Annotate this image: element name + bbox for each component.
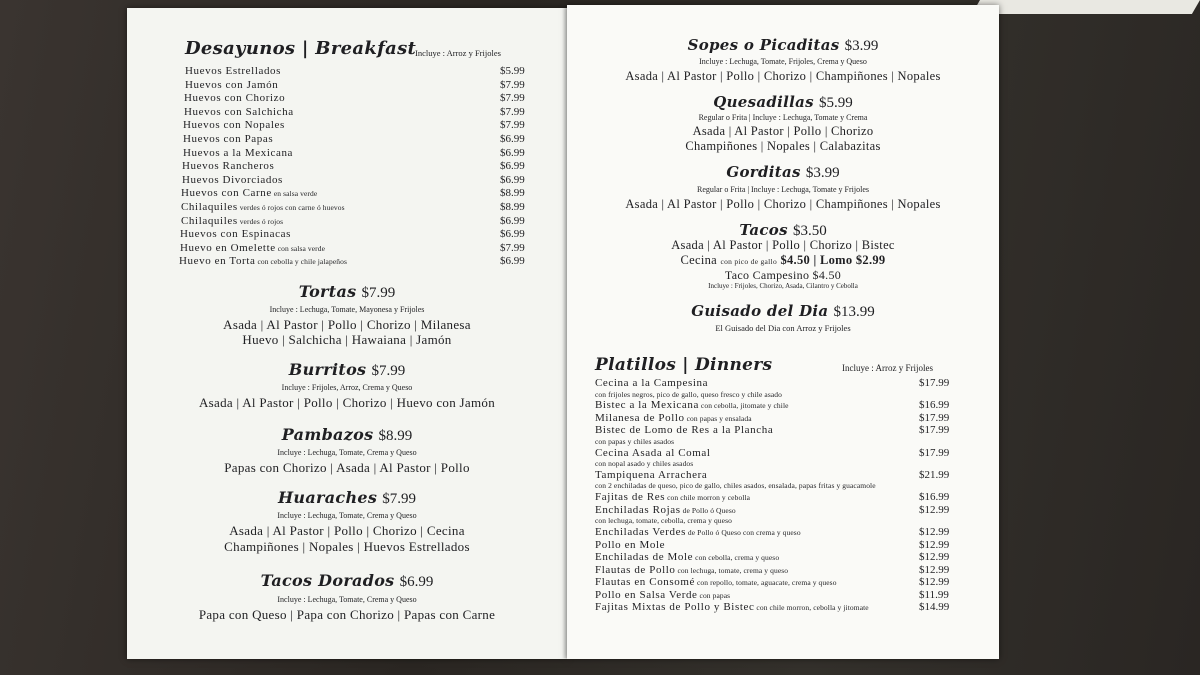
- breakfast-item-name: Huevos Estrellados: [185, 65, 282, 77]
- dinner-item-price: $12.99: [919, 503, 950, 516]
- dinner-item-price: $16.99: [919, 399, 950, 412]
- breakfast-item-price: $5.99: [500, 65, 525, 77]
- pambazos-line1: Papas con Chorizo | Asada | Al Pastor | Pollo: [224, 460, 470, 475]
- dinner-item-note: de Pollo ó Queso: [680, 505, 736, 515]
- tortas-title: Tortas: [298, 282, 357, 301]
- cecina-note: con pico de gallo: [720, 257, 777, 266]
- breakfast-item-note: con salsa verde: [275, 243, 326, 253]
- dinner-item: [595, 564, 788, 576]
- breakfast-item-price: $6.99: [500, 255, 525, 268]
- breakfast-item-price: $7.99: [500, 119, 525, 132]
- breakfast-item-price: $7.99: [500, 241, 525, 254]
- breakfast-item-note: con cebolla y chile jalapeños: [255, 257, 347, 267]
- dinner-item-description: con nopal asado y chiles asados: [595, 459, 694, 469]
- huaraches-line2: Champiñones | Nopales | Huevos Estrellados: [224, 539, 470, 554]
- dinner-item-name: Enchiladas de Mole: [595, 551, 694, 563]
- pambazos-incluye: Incluye : Lechuga, Tomate, Crema y Queso: [277, 448, 417, 457]
- burritos-line1: Asada | Al Pastor | Pollo | Chorizo | Huevo con Jamón: [198, 395, 496, 410]
- huaraches-title: Huaraches: [277, 488, 378, 507]
- tacos-dorados-line1: Papa con Queso | Papa con Chorizo | Papas con Carne: [198, 607, 496, 622]
- dinner-item-note: con papas: [697, 590, 731, 600]
- dinner-item-price: $17.99: [919, 424, 950, 437]
- dinner-item-name: Flautas en Consomé: [595, 576, 696, 588]
- dinner-item-price: $17.99: [919, 446, 950, 459]
- sopes-heading: [567, 35, 999, 55]
- dinner-item-price: $12.99: [919, 538, 950, 551]
- quesadillas-incluye: Regular o Frita | Incluye : Lechuga, Tomate y Crema: [698, 113, 868, 122]
- breakfast-item-name: Huevos con Papas: [183, 133, 274, 145]
- breakfast-item-name: Huevos con Salchicha: [184, 105, 294, 118]
- breakfast-item-price: $6.99: [500, 146, 525, 159]
- dinners-title: Platillos | Dinners: [595, 355, 773, 375]
- pambazos-price: $8.99: [378, 428, 413, 444]
- breakfast-item-price: $8.99: [500, 187, 525, 200]
- breakfast-item-name: Huevos con Espinacas: [180, 228, 291, 241]
- dinner-item: [595, 424, 773, 436]
- breakfast-item-price: $7.99: [500, 105, 525, 118]
- breakfast-item-name: Chilaquiles: [181, 201, 238, 213]
- gorditas-heading: [567, 162, 999, 182]
- dinner-item-note: con chile morron, cebolla y jitomate: [754, 603, 869, 612]
- breakfast-item: [184, 92, 285, 104]
- dinner-item-price: $12.99: [919, 526, 950, 538]
- dinner-item-note: con cebolla, crema y queso: [693, 553, 780, 562]
- dinner-item-name: Cecina Asada al Comal: [595, 446, 711, 459]
- breakfast-item: [182, 174, 283, 186]
- breakfast-item-name: Huevos con Chorizo: [184, 92, 286, 105]
- gorditas-title: Gorditas: [726, 163, 801, 181]
- huaraches-incluye: Incluye : Lechuga, Tomate, Crema y Queso: [277, 511, 417, 520]
- breakfast-item-price: $6.99: [500, 214, 525, 227]
- taco-campesino-incluye: Incluye : Frijoles, Chorizo, Asada, Cilantro y Cebolla: [708, 282, 858, 290]
- dinner-item-note: con lechuga, tomate, crema y queso: [675, 565, 789, 575]
- quesadillas-title: Quesadillas: [713, 93, 814, 111]
- dinner-item-name: Flautas de Pollo: [595, 563, 676, 576]
- breakfast-item-name: Huevo en Torta: [179, 255, 256, 268]
- dinner-item-price: $21.99: [919, 468, 950, 481]
- dinner-item: [595, 491, 750, 503]
- dinner-item-note: con chile morron y cebolla: [665, 493, 751, 503]
- quesadillas-price: $5.99: [819, 95, 853, 111]
- quesadillas-line1: Asada | Al Pastor | Pollo | Chorizo: [692, 124, 874, 138]
- breakfast-item: [185, 65, 281, 77]
- dinner-item-name: Enchiladas Verdes: [595, 526, 686, 538]
- dinner-item: [595, 469, 707, 481]
- breakfast-item-price: $6.99: [500, 173, 525, 186]
- huaraches-line1: Asada | Al Pastor | Pollo | Chorizo | Cecina: [229, 523, 465, 538]
- dinner-item: [595, 601, 869, 613]
- cecina-price: $4.50: [780, 253, 811, 267]
- breakfast-item: [183, 133, 273, 145]
- tacos-price: $3.50: [792, 223, 827, 239]
- breakfast-item: [180, 242, 325, 254]
- sopes-title: Sopes o Picaditas: [687, 36, 840, 54]
- breakfast-item-name: Huevos a la Mexicana: [183, 146, 294, 159]
- sopes-line1: Asada | Al Pastor | Pollo | Chorizo | Champiñones | Nopales: [625, 69, 941, 83]
- lomo-price: | Lomo $2.99: [813, 253, 886, 267]
- breakfast-item: [181, 187, 317, 199]
- tortas-heading: [127, 282, 567, 302]
- tacos-cecina-line: [567, 253, 999, 268]
- dinner-item: [595, 551, 779, 563]
- burritos-incluye: Incluye : Frijoles, Arroz, Crema y Queso: [281, 383, 413, 392]
- dinner-item-name: Cecina a la Campesina: [595, 377, 709, 389]
- tacos-title: Tacos: [739, 221, 788, 239]
- dinner-item-price: $12.99: [919, 551, 950, 563]
- breakfast-item: [181, 215, 283, 227]
- dinner-item-description: con lechuga, tomate, cebolla, crema y queso: [595, 516, 732, 526]
- gorditas-price: $3.99: [805, 165, 840, 181]
- dinner-item-price: $14.99: [919, 601, 950, 613]
- dinner-item-description: con frijoles negros, pico de gallo, queso fresco y chile asado: [595, 389, 782, 399]
- tacos-heading: [567, 220, 999, 240]
- breakfast-item-name: Huevos con Carne: [181, 187, 272, 200]
- pambazos-heading: [127, 425, 567, 445]
- dinner-item-price: $12.99: [919, 576, 950, 588]
- breakfast-incluye: Incluye : Arroz y Frijoles: [415, 48, 501, 58]
- breakfast-item-name: Huevos con Jamón: [185, 78, 279, 91]
- breakfast-item-note: en salsa verde: [271, 189, 318, 199]
- tacos-dorados-price: $6.99: [399, 574, 434, 590]
- breakfast-item: [185, 79, 278, 91]
- breakfast-item-name: Huevos Rancheros: [182, 160, 275, 173]
- cecina-label: Cecina: [680, 253, 718, 267]
- breakfast-item: [179, 255, 347, 267]
- dinner-item: [595, 447, 711, 459]
- dinner-item-price: $17.99: [919, 377, 950, 389]
- dinner-item-name: Enchiladas Rojas: [595, 503, 681, 516]
- tacos-dorados-heading: [127, 571, 567, 591]
- pambazos-title: Pambazos: [281, 425, 374, 444]
- breakfast-item-price: $8.99: [500, 201, 525, 213]
- breakfast-item: [184, 106, 294, 118]
- breakfast-item-name: Chilaquiles: [181, 214, 238, 227]
- burritos-heading: [127, 360, 567, 380]
- gorditas-incluye: Regular o Frita | Incluye : Lechuga, Tomate y Frijoles: [697, 185, 869, 194]
- dinner-item: [595, 504, 736, 516]
- taco-campesino: Taco Campesino $4.50: [724, 268, 842, 282]
- guisado-note: El Guisado del Dia con Arroz y Frijoles: [715, 323, 851, 333]
- dinner-item-note: con papas y ensalada: [684, 413, 752, 423]
- dinner-item: [595, 526, 801, 538]
- dinner-item-name: Tampiquena Arrachera: [595, 468, 708, 481]
- quesadillas-heading: [567, 92, 999, 112]
- dinner-item: [595, 539, 665, 551]
- guisado-heading: [567, 301, 999, 321]
- tacos-line1: Asada | Al Pastor | Pollo | Chorizo | Bistec: [671, 238, 895, 252]
- dinner-item-description: con 2 enchiladas de queso, pico de gallo, chiles asados, ensalada, papas fritas y guacamole: [595, 481, 876, 491]
- burritos-price: $7.99: [371, 363, 406, 379]
- dinner-item-name: Fajitas Mixtas de Pollo y Bistec: [595, 601, 755, 613]
- breakfast-item: [183, 147, 293, 159]
- menu-page-left: [127, 8, 567, 659]
- breakfast-item-price: $6.99: [500, 228, 525, 241]
- tortas-price: $7.99: [361, 285, 396, 301]
- breakfast-item-name: Huevos con Nopales: [183, 119, 285, 132]
- breakfast-item-price: $6.99: [500, 133, 525, 145]
- tortas-incluye: Incluye : Lechuga, Tomate, Mayonesa y Frijoles: [269, 305, 425, 314]
- dinner-item-price: $11.99: [919, 588, 949, 601]
- breakfast-title: Desayunos | Breakfast: [185, 38, 417, 59]
- menu-page-right: [567, 5, 999, 659]
- dinner-item-name: Pollo en Salsa Verde: [595, 588, 698, 601]
- dinner-item-price: $17.99: [919, 411, 950, 424]
- dinner-item-note: de Pollo ó Queso con crema y queso: [685, 528, 801, 537]
- dinner-item-name: Milanesa de Pollo: [595, 411, 685, 424]
- quesadillas-line2: Champiñones | Nopales | Calabazitas: [685, 139, 881, 153]
- breakfast-item-name: Huevos Divorciados: [182, 173, 283, 186]
- dinner-item-name: Fajitas de Res: [595, 491, 666, 504]
- breakfast-item: [183, 119, 285, 131]
- dinner-item-name: Bistec de Lomo de Res a la Plancha: [595, 424, 774, 437]
- dinner-item: [595, 412, 752, 424]
- breakfast-item-price: $7.99: [500, 92, 525, 105]
- tortas-line2: Huevo | Salchicha | Hawaiana | Jamón: [242, 332, 452, 347]
- paper-corner: [972, 0, 1200, 14]
- dinner-item-price: $12.99: [919, 563, 950, 576]
- tacos-dorados-incluye: Incluye : Lechuga, Tomate, Crema y Queso: [277, 595, 417, 604]
- guisado-price: $13.99: [833, 304, 875, 320]
- tortas-line1: Asada | Al Pastor | Pollo | Chorizo | Milanesa: [223, 317, 471, 332]
- dinner-item: [595, 377, 708, 389]
- dinners-incluye: Incluye : Arroz y Frijoles: [842, 363, 933, 373]
- dinner-item: [595, 576, 837, 588]
- breakfast-item-price: $7.99: [500, 78, 525, 91]
- breakfast-item-note: verdes ó rojos: [237, 216, 284, 226]
- huaraches-heading: [127, 488, 567, 508]
- dinner-item-name: Pollo en Mole: [595, 538, 666, 551]
- breakfast-item: [182, 160, 274, 172]
- sopes-price: $3.99: [844, 38, 879, 54]
- dinner-item-name: Bistec a la Mexicana: [595, 399, 699, 412]
- breakfast-item-name: Huevo en Omelette: [180, 241, 276, 254]
- dinner-item-description: con papas y chiles asados: [595, 436, 675, 446]
- breakfast-item: [181, 201, 345, 213]
- breakfast-item-price: $6.99: [500, 160, 525, 173]
- gorditas-line1: Asada | Al Pastor | Pollo | Chorizo | Champiñones | Nopales: [625, 197, 941, 211]
- tacos-dorados-title: Tacos Dorados: [260, 571, 395, 590]
- breakfast-item-note: verdes ó rojos con carne ó huevos: [237, 203, 345, 212]
- dinner-item: [595, 589, 730, 601]
- dinner-item-note: con repollo, tomate, aguacate, crema y queso: [695, 578, 837, 587]
- burritos-title: Burritos: [288, 360, 367, 379]
- dinner-item: [595, 399, 789, 411]
- dinner-item-price: $16.99: [919, 491, 950, 504]
- sopes-incluye: Incluye : Lechuga, Tomate, Frijoles, Crema y Queso: [699, 57, 867, 66]
- dinner-item-note: con cebolla, jitomate y chile: [698, 401, 789, 411]
- breakfast-item: [180, 228, 291, 240]
- guisado-title: Guisado del Dia: [691, 302, 829, 320]
- huaraches-price: $7.99: [382, 491, 417, 507]
